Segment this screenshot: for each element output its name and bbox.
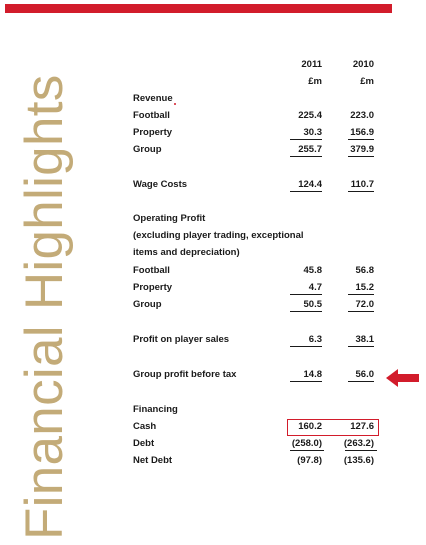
total-rule [290,156,322,157]
row-label-note: items and depreciation) [133,247,240,258]
value-2010: 223.0 [350,110,374,121]
total-rule [348,311,374,312]
value-2010: 72.0 [355,299,374,310]
value-2011: 255.7 [298,144,322,155]
row-label-wage-costs: Wage Costs [133,179,188,190]
total-rule [348,346,374,347]
value-2011: 50.5 [303,299,322,310]
row-label-cash: Cash [133,421,157,432]
total-rule [290,346,322,347]
value-2010: 15.2 [355,282,374,293]
total-rule [348,191,374,192]
subtotal-rule [348,294,374,295]
value-2011: 160.2 [298,421,322,432]
column-header-2011: 2011 [301,59,322,70]
row-label-football: Football [133,265,170,276]
row-label-group: Group [133,144,162,155]
total-rule [290,311,322,312]
highlight-arrow-icon [386,368,420,388]
page-title: Financial Highlights [15,74,74,540]
total-rule [348,381,374,382]
value-2011: 6.3 [308,334,322,345]
subtotal-rule [290,450,324,451]
value-2011: 225.4 [298,110,322,121]
row-label-net-debt: Net Debt [133,455,173,466]
value-2010: 56.0 [355,369,374,380]
subtotal-rule [348,139,374,140]
value-2011: (97.8) [297,455,322,466]
value-2010: 110.7 [350,179,374,190]
total-rule [290,381,322,382]
column-header-2010: 2010 [352,59,374,70]
value-2011: (258.0) [291,438,322,449]
row-label-group-profit-before-tax: Group profit before tax [133,369,237,380]
subtotal-rule [290,294,322,295]
value-2010: (263.2) [343,438,374,449]
total-rule [290,191,322,192]
value-2010: 56.8 [355,265,374,276]
value-2010: 38.1 [355,334,374,345]
total-rule [348,156,374,157]
row-label-football: Football [133,110,170,121]
row-label-property: Property [133,127,173,138]
row-label-note: (excluding player trading, exceptional [133,230,304,241]
value-2011: 14.8 [303,369,322,380]
subtotal-rule [290,139,322,140]
red-dot-mark [174,103,176,105]
row-label-operating-profit: Operating Profit [133,213,206,224]
subtotal-rule [345,450,377,451]
row-label-profit-player-sales: Profit on player sales [133,334,230,345]
value-2010: (135.6) [343,455,374,466]
value-2010: 379.9 [350,144,374,155]
row-label-revenue: Revenue [133,93,173,104]
row-label-property: Property [133,282,173,293]
row-label-financing: Financing [133,404,178,415]
row-label-group: Group [133,299,162,310]
row-label-debt: Debt [133,438,155,449]
value-2010: 156.9 [350,127,374,138]
value-2010: 127.6 [350,421,374,432]
value-2011: 4.7 [308,282,322,293]
column-unit-2010: £m [360,76,374,87]
value-2011: 30.3 [303,127,322,138]
value-2011: 45.8 [303,265,322,276]
value-2011: 124.4 [298,179,322,190]
column-unit-2011: £m [308,76,322,87]
